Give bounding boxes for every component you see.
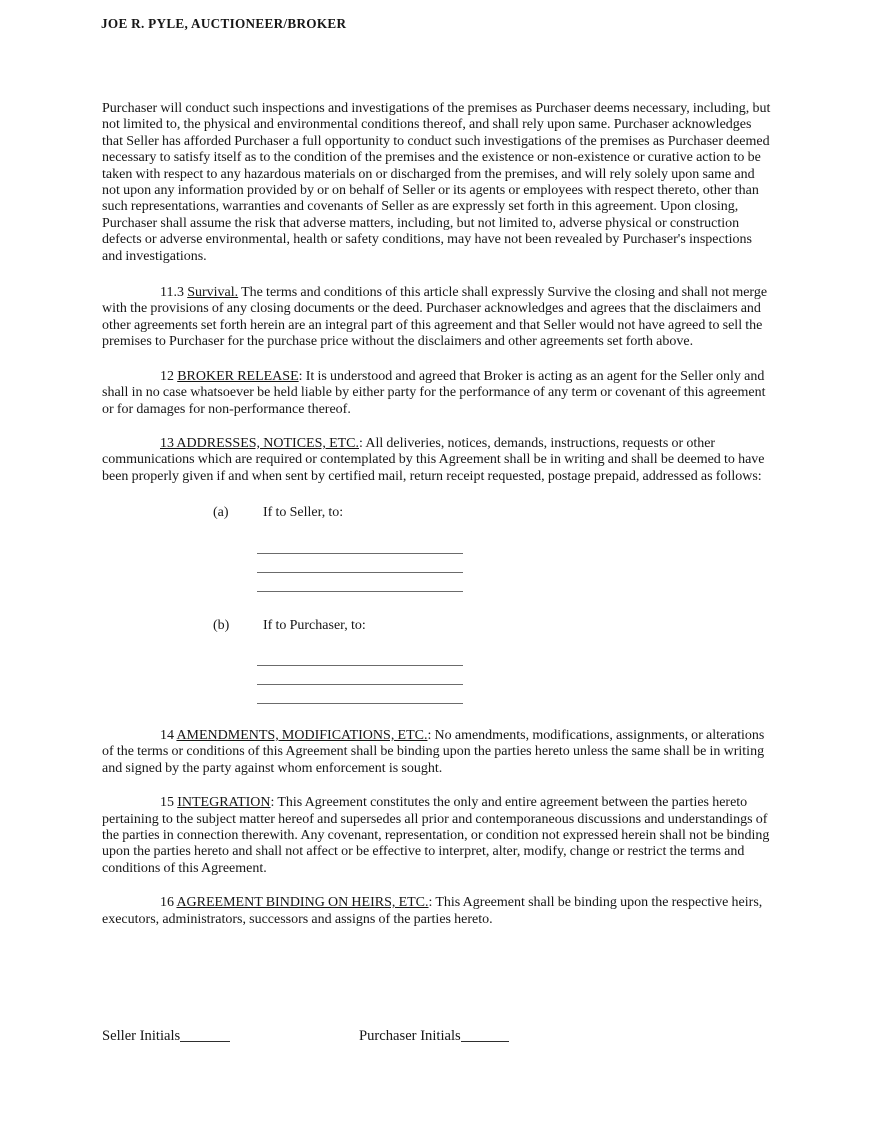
document-header-title: JOE R. PYLE, AUCTIONEER/BROKER	[101, 16, 347, 31]
section-heading: BROKER RELEASE	[177, 368, 299, 384]
notice-letter-a: (a)	[213, 505, 229, 521]
section-heading: AGREEMENT BINDING ON HEIRS, ETC.	[176, 895, 429, 911]
seller-address-lines	[257, 535, 463, 592]
section-12-broker-release	[102, 369, 772, 418]
section-text: : This Agreement shall be binding upon the respective heirs, executors, administrators, successors and assigns of the parties hereto.	[102, 895, 763, 927]
purchaser-initials-label: Purchaser Initials	[359, 1028, 461, 1044]
section-heading: 13 ADDRESSES, NOTICES, ETC.	[160, 435, 360, 451]
seller-initials-field	[102, 1028, 230, 1045]
seller-address-line-3	[257, 573, 463, 592]
section-11-3-survival	[102, 285, 772, 351]
section-heading: AMENDMENTS, MODIFICATIONS, ETC.	[176, 727, 428, 743]
notice-block-seller	[102, 505, 772, 591]
seller-initials-blank-line	[180, 1041, 230, 1042]
purchaser-address-line-2	[257, 666, 463, 685]
section-16-binding-on-heirs	[102, 895, 772, 928]
seller-initials-label: Seller Initials	[102, 1028, 181, 1044]
notice-block-purchaser	[102, 618, 772, 704]
section-15-integration	[102, 795, 772, 877]
section-text: : All deliveries, notices, demands, instructions, requests or other communications which are required or contemplated by this Agreement shall be in writing and shall be deemed to have been properly given if and when sent by certified mail, return receipt requested, postage prepaid, addressed as follows:	[102, 435, 765, 484]
section-heading: INTEGRATION	[177, 795, 271, 811]
seller-address-line-2	[257, 554, 463, 573]
purchaser-address-lines	[257, 647, 463, 704]
notice-label-seller: If to Seller, to:	[263, 505, 344, 521]
purchaser-initials-blank-line	[461, 1041, 509, 1042]
purchaser-address-line-1	[257, 647, 463, 666]
purchaser-initials-field	[359, 1028, 509, 1045]
section-text: : This Agreement constitutes the only and entire agreement between the parties hereto pertaining to the subject matter hereof and supersedes all prior and contemporaneous discussions and understandings of the parties in connection therewith. Any covenant, representation, or condition not expressed herein shall not be binding upon the parties hereto and shall not affect or be effective to interpret, alter, modify, change or restrict the terms and conditions of this Agreement.	[102, 795, 770, 876]
notice-letter-b: (b)	[213, 617, 230, 633]
document-body	[102, 101, 772, 928]
seller-address-line-1	[257, 535, 463, 554]
section-text: : It is understood and agreed that Broker is acting as an agent for the Seller only and shall in no case whatsoever be held liable by either party for the performance of any term or covenant of this agreement or for damages for non-performance thereof.	[102, 368, 766, 417]
section-number: 11.3	[160, 285, 188, 301]
paragraph-inspections: Purchaser will conduct such inspections and investigations of the premises as Purchaser deems necessary, including, but not limited to, the physical and environmental conditions thereof, and shall rely upon same. Purchaser acknowledges that Seller has afforded Purchaser a full opportunity to conduct such investigations of the premises as Purchaser deemed necessary to satisfy itself as to the condition of the premises and the existence or non-existence or curative action to be taken with respect to any hazardous materials on or discharged from the premises, and will rely solely upon same and not upon any information provided by or on behalf of Seller or its agents or employees with respect thereto, other than such representations, warranties and covenants of Seller as are expressly set forth in this agreement. Upon closing, Purchaser shall assume the risk that adverse matters, including, but not limited to, adverse physical or construction defects or adverse environmental, health or safety conditions, may have not been revealed by Purchaser's inspections and investigations.	[102, 101, 771, 264]
section-heading: Survival.	[187, 285, 239, 301]
section-number: 15	[160, 795, 178, 811]
section-number: 16	[160, 895, 177, 911]
section-text: The terms and conditions of this article shall expressly Survive the closing and shall not merge with the provisions of any closing documents or the deed. Purchaser acknowledges and agrees that the disclaimers and other agreements set forth herein are an integral part of this agreement and that Seller would not have agreed to sell the premises to Purchaser for the purchase price without the disclaimers and other agreements set forth above.	[102, 285, 768, 350]
section-number: 14	[160, 727, 177, 743]
section-14-amendments	[102, 728, 772, 777]
section-text: : No amendments, modifications, assignments, or alterations of the terms or conditions of this Agreement shall be binding upon the parties hereto unless the same shall be in writing and signed by the party against whom enforcement is sought.	[102, 727, 765, 776]
notice-label-purchaser: If to Purchaser, to:	[263, 617, 366, 633]
section-number: 12	[160, 368, 178, 384]
purchaser-address-line-3	[257, 685, 463, 704]
section-13-addresses-notices	[102, 436, 772, 485]
